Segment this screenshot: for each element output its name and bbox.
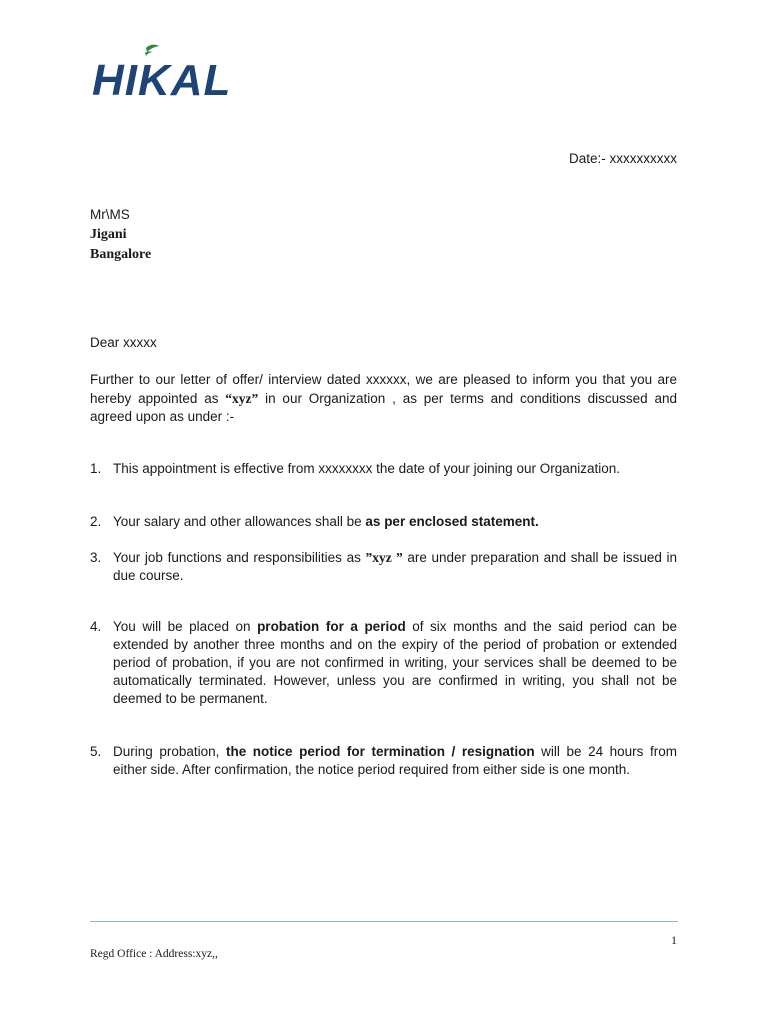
term-number: 2. bbox=[90, 514, 102, 529]
term-number: 4. bbox=[90, 619, 102, 634]
intro-text-after: in our Organization , as per terms and conditions discussed and agreed upon as under :- bbox=[90, 390, 677, 424]
intro-paragraph bbox=[90, 371, 677, 427]
intro-role: “xyz” bbox=[225, 390, 259, 406]
term-text: You will be placed on probation for a period of six months and the said period can be extended by another three months and on the expiry of the period of probation or extended period of probation, if you are not confirmed in writing, your services shall be deemed to be automatically terminated. However, unless you are confirmed in writing, you shall not be deemed to be permanent. bbox=[113, 619, 677, 706]
term-text: During probation, the notice period for termination / resignation will be 24 hours from either side. After confirmation, the notice period required from either side is one month. bbox=[113, 744, 677, 777]
footer-divider bbox=[90, 921, 678, 922]
registered-office: Regd Office : Address:xyz,, bbox=[90, 948, 218, 960]
page-number: 1 bbox=[671, 933, 677, 947]
intro-text-before: Further to our letter of offer/ interview dated xxxxxx, we are pleased to inform you that you are hereby appointed as bbox=[90, 372, 677, 406]
term-text: Your salary and other allowances shall be as per enclosed statement. bbox=[113, 514, 539, 529]
term-text: This appointment is effective from xxxxxxxx the date of your joining our Organization. bbox=[113, 461, 620, 476]
recipient-address bbox=[90, 205, 151, 265]
term-number: 5. bbox=[90, 744, 102, 759]
term-item bbox=[90, 618, 677, 708]
term-item bbox=[90, 460, 677, 478]
term-text: Your job functions and responsibilities as ”xyz ” are under preparation and shall be issued in due course. bbox=[113, 550, 677, 583]
letter-date: Date:- xxxxxxxxxx bbox=[568, 151, 677, 166]
recipient-city: Bangalore bbox=[90, 247, 152, 262]
term-item bbox=[90, 743, 677, 779]
hikal-logo bbox=[90, 42, 260, 102]
recipient-location: Jigani bbox=[90, 227, 127, 242]
term-number: 1. bbox=[90, 461, 102, 476]
recipient-title: Mr\MS bbox=[90, 207, 130, 222]
salutation: Dear xxxxx bbox=[90, 335, 157, 350]
term-number: 3. bbox=[90, 550, 102, 565]
term-item bbox=[90, 549, 677, 585]
hikal-logo-text: HIKAL bbox=[92, 56, 232, 102]
term-item bbox=[90, 513, 677, 531]
hikal-logo-leaf-icon bbox=[145, 45, 159, 56]
